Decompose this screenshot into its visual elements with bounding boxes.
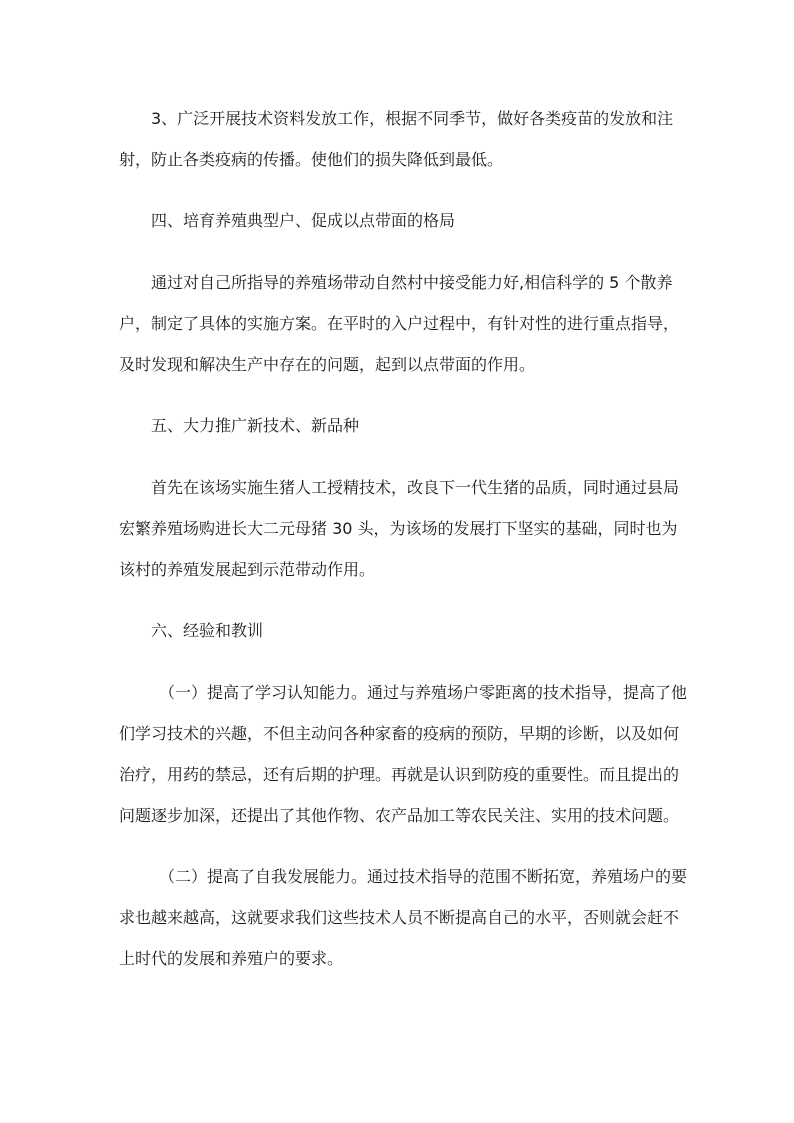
text-line: 首先在该场实施生猪人工授精技术，改良下一代生猪的品质，同时通过县局 [151,478,680,497]
paragraph-new-technology [119,467,679,590]
paragraph-model-households [119,262,679,385]
heading-text: 四、培育养殖典型户、促成以点带面的格局 [151,211,456,230]
paragraph-vaccine-distribution [119,98,679,180]
heading-text: 五、大力推广新技术、新品种 [151,416,360,435]
text-line: 上时代的发展和养殖户的要求。 [119,949,344,968]
text-line: 求也越来越高，这就要求我们这些技术人员不断提高自己的水平，否则就会赶不 [119,908,680,927]
text-line: 宏繁养殖场购进长大二元母猪 30 头，为该场的发展打下坚实的基础，同时也为 [119,519,678,538]
text-line: 及时发现和解决生产中存在的问题，起到以点带面的作用。 [119,355,536,374]
text-line: 治疗，用药的禁忌，还有后期的护理。再就是认识到防疫的重要性。而且提出的 [119,765,680,784]
text-line: 射，防止各类疫病的传播。使他们的损失降低到最低。 [119,150,504,169]
heading-text: 六、经验和教训 [151,621,264,640]
text-line: 问题逐步加深，还提出了其他作物、农产品加工等农民关注、实用的技术问题。 [119,806,680,825]
paragraph-learning-ability [119,672,688,836]
section-heading-five [119,405,679,446]
paragraph-self-development [119,856,688,979]
text-line: （一）提高了学习认知能力。通过与养殖场户零距离的技术指导，提高了他 [159,683,688,702]
text-line: 3、广泛开展技术资料发放工作，根据不同季节，做好各类疫苗的发放和注 [151,109,674,128]
text-line: 该村的养殖发展起到示范带动作用。 [119,560,376,579]
text-line: 户，制定了具体的实施方案。在平时的入户过程中，有针对性的进行重点指导， [119,314,680,333]
text-line: （二）提高了自我发展能力。通过技术指导的范围不断拓宽，养殖场户的要 [159,867,688,886]
text-line: 们学习技术的兴趣，不但主动问各种家畜的疫病的预防，早期的诊断，以及如何 [119,724,680,743]
section-heading-six [119,610,679,651]
text-line: 通过对自己所指导的养殖场带动自然村中接受能力好,相信科学的 5 个散养 [151,273,673,292]
section-heading-four [119,200,679,241]
